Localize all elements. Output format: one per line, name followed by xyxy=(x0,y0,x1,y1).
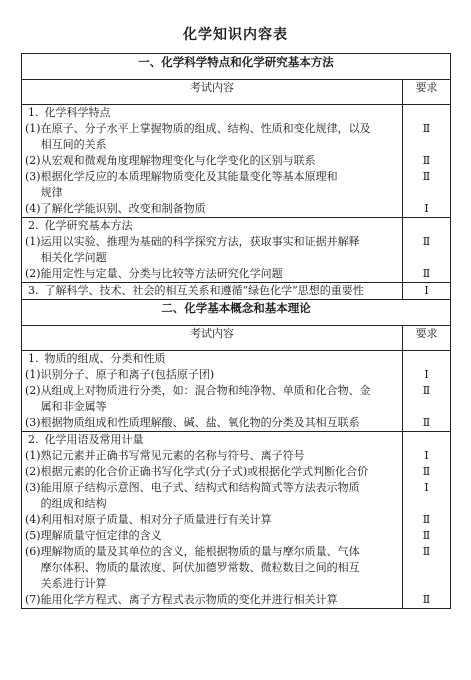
knowledge-table xyxy=(21,53,451,609)
item-text: 相关化学问题 xyxy=(40,251,107,264)
content-group-row xyxy=(22,218,451,283)
list-item-line xyxy=(22,576,402,592)
list-item-line xyxy=(22,153,402,169)
list-item-line xyxy=(22,137,402,153)
requirement-level: Ⅱ xyxy=(422,513,431,526)
requirement-cell xyxy=(403,218,451,283)
item-text: 从组成上对物质进行分类，如：混合物和纯净物、单质和化合物、金 xyxy=(40,384,371,397)
category-number: 1. xyxy=(28,352,39,365)
category-title: 化学研究基本方法 xyxy=(44,219,133,232)
item-text: 运用以实验、推理为基础的科学探究方法，获取事实和证据并解释 xyxy=(40,235,360,248)
list-item-line xyxy=(22,560,402,576)
item-number: (3) xyxy=(25,170,41,183)
item-text: 利用相对原子质量、相对分子质量进行有关计算 xyxy=(40,513,272,526)
item-number: (4) xyxy=(25,513,41,526)
list-item-line xyxy=(22,234,402,250)
category-heading xyxy=(22,105,402,121)
section-title-row xyxy=(22,54,451,80)
category-number: 3. xyxy=(28,284,39,297)
item-number: (4) xyxy=(25,202,41,215)
item-text: 摩尔体积、物质的量浓度、阿伏加德罗常数、微粒数目之间的相互 xyxy=(40,561,360,574)
requirement-level xyxy=(403,250,450,266)
list-item-line xyxy=(22,512,402,528)
list-item-line xyxy=(22,592,402,608)
requirement-level: Ⅱ xyxy=(422,122,431,135)
section-title-row xyxy=(22,300,451,326)
category-number: 1. xyxy=(28,106,39,119)
item-text: 的组成和结构 xyxy=(40,497,107,510)
section-title: 一、化学科学特点和化学研究基本方法 xyxy=(22,54,451,80)
requirement-level xyxy=(403,351,450,367)
requirement-cell xyxy=(403,432,451,609)
content-group-row xyxy=(22,283,451,300)
requirement-level: Ⅰ xyxy=(424,481,429,494)
content-cell xyxy=(22,105,403,218)
list-item-line xyxy=(22,480,402,496)
content-cell xyxy=(22,283,403,300)
content-cell xyxy=(22,432,403,609)
requirement-level xyxy=(403,137,450,153)
list-item-line xyxy=(22,544,402,560)
category-heading xyxy=(22,432,402,448)
item-text: 能用原子结构示意图、电子式、结构式和结构简式等方法表示物质 xyxy=(40,481,360,494)
item-text: 相互间的关系 xyxy=(40,138,107,151)
requirement-level: Ⅱ xyxy=(422,154,431,167)
item-text: 属和非金属等 xyxy=(40,400,107,413)
item-text: 理解质量守恒定律的含义 xyxy=(40,529,162,542)
requirement-level xyxy=(403,218,450,234)
requirement-cell xyxy=(403,283,451,300)
item-text: 根据化学反应的本质理解物质变化及其能量变化等基本原理和 xyxy=(40,170,338,183)
column-header-row xyxy=(22,80,451,105)
category-heading xyxy=(22,351,402,367)
header-content: 考试内容 xyxy=(22,326,403,351)
content-cell xyxy=(22,218,403,283)
category-number: 2. xyxy=(28,433,39,446)
content-group-row xyxy=(22,432,451,609)
category-number: 2. xyxy=(28,219,39,232)
list-item-line xyxy=(22,399,402,415)
list-item-line xyxy=(22,367,402,383)
requirement-level: Ⅰ xyxy=(424,449,429,462)
item-number: (7) xyxy=(25,593,41,606)
requirement-level: Ⅱ xyxy=(422,267,431,280)
page-title: 化学知识内容表 xyxy=(183,27,288,43)
column-header-row xyxy=(22,326,451,351)
requirement-level xyxy=(403,432,450,448)
item-text: 理解物质的量及其单位的含义，能根据物质的量与摩尔质量、气体 xyxy=(40,545,360,558)
list-item-line xyxy=(22,169,402,185)
item-number: (2) xyxy=(25,384,41,397)
item-text: 识别分子、原子和离子(包括原子团) xyxy=(40,368,215,381)
item-text: 关系进行计算 xyxy=(40,577,107,590)
list-item-line xyxy=(22,415,402,431)
requirement-level: Ⅱ xyxy=(422,593,431,606)
item-text: 能用定性与定量、分类与比较等方法研究化学问题 xyxy=(40,267,283,280)
content-group-row xyxy=(22,105,451,218)
item-number: (5) xyxy=(25,529,41,542)
item-number: (1) xyxy=(25,235,41,248)
item-number: (1) xyxy=(25,368,41,381)
item-number: (2) xyxy=(25,465,41,478)
category-title: 化学科学特点 xyxy=(44,106,111,119)
requirement-level: Ⅱ xyxy=(422,170,431,183)
header-requirement: 要求 xyxy=(403,326,451,351)
list-item-line xyxy=(22,250,402,266)
requirement-level: Ⅱ xyxy=(422,416,431,429)
requirement-level xyxy=(403,560,450,576)
header-content: 考试内容 xyxy=(22,80,403,105)
item-text: 根据元素的化合价正确书写化学式(分子式)或根据化学式判断化合价 xyxy=(40,465,369,478)
requirement-level: Ⅱ xyxy=(422,384,431,397)
requirement-level: Ⅰ xyxy=(424,202,429,215)
item-text: 从宏观和微观角度理解物理变化与化学变化的区别与联系 xyxy=(40,154,316,167)
item-number: (1) xyxy=(25,449,41,462)
category-title: 了解科学、技术、社会的相互关系和遵循“绿色化学”思想的重要性 xyxy=(44,284,364,297)
requirement-level xyxy=(403,185,450,201)
item-text: 根据物质组成和性质理解酸、碱、盐、氧化物的分类及其相互联系 xyxy=(40,416,360,429)
section-title: 二、化学基本概念和基本理论 xyxy=(22,300,451,326)
list-item-line xyxy=(22,383,402,399)
list-item-line xyxy=(22,121,402,137)
list-item-line xyxy=(22,464,402,480)
requirement-level xyxy=(403,496,450,512)
item-number: (2) xyxy=(25,267,41,280)
list-item-line xyxy=(22,185,402,201)
list-item-line xyxy=(22,496,402,512)
item-text: 了解化学能识别、改变和制备物质 xyxy=(40,202,206,215)
content-cell xyxy=(22,351,403,432)
requirement-level: Ⅱ xyxy=(422,235,431,248)
list-item-line xyxy=(22,448,402,464)
content-group-row xyxy=(22,351,451,432)
category-title: 化学用语及常用计量 xyxy=(44,433,144,446)
requirement-level: Ⅱ xyxy=(422,545,431,558)
item-text: 在原子、分子水平上掌握物质的组成、结构、性质和变化规律，以及 xyxy=(40,122,371,135)
requirement-level: Ⅰ xyxy=(424,284,429,297)
category-heading xyxy=(22,218,402,234)
requirement-level: Ⅱ xyxy=(422,465,431,478)
list-item-line xyxy=(22,528,402,544)
item-number: (6) xyxy=(25,545,41,558)
requirement-cell xyxy=(403,351,451,432)
requirement-level: Ⅰ xyxy=(424,368,429,381)
item-number: (3) xyxy=(25,416,41,429)
list-item-line xyxy=(22,201,402,217)
requirement-level xyxy=(403,105,450,121)
item-number: (3) xyxy=(25,481,41,494)
item-text: 规律 xyxy=(40,186,63,199)
requirement-level xyxy=(403,399,450,415)
requirement-level: Ⅱ xyxy=(422,529,431,542)
requirement-level xyxy=(403,576,450,592)
header-requirement: 要求 xyxy=(403,80,451,105)
requirement-cell xyxy=(403,105,451,218)
list-item-line xyxy=(22,266,402,282)
category-title: 物质的组成、分类和性质 xyxy=(44,352,166,365)
item-number: (2) xyxy=(25,154,41,167)
item-number: (1) xyxy=(25,122,41,135)
item-text: 熟记元素并正确书写常见元素的名称与符号、离子符号 xyxy=(40,449,305,462)
category-heading xyxy=(22,283,402,299)
item-text: 能用化学方程式、离子方程式表示物质的变化并进行相关计算 xyxy=(40,593,338,606)
